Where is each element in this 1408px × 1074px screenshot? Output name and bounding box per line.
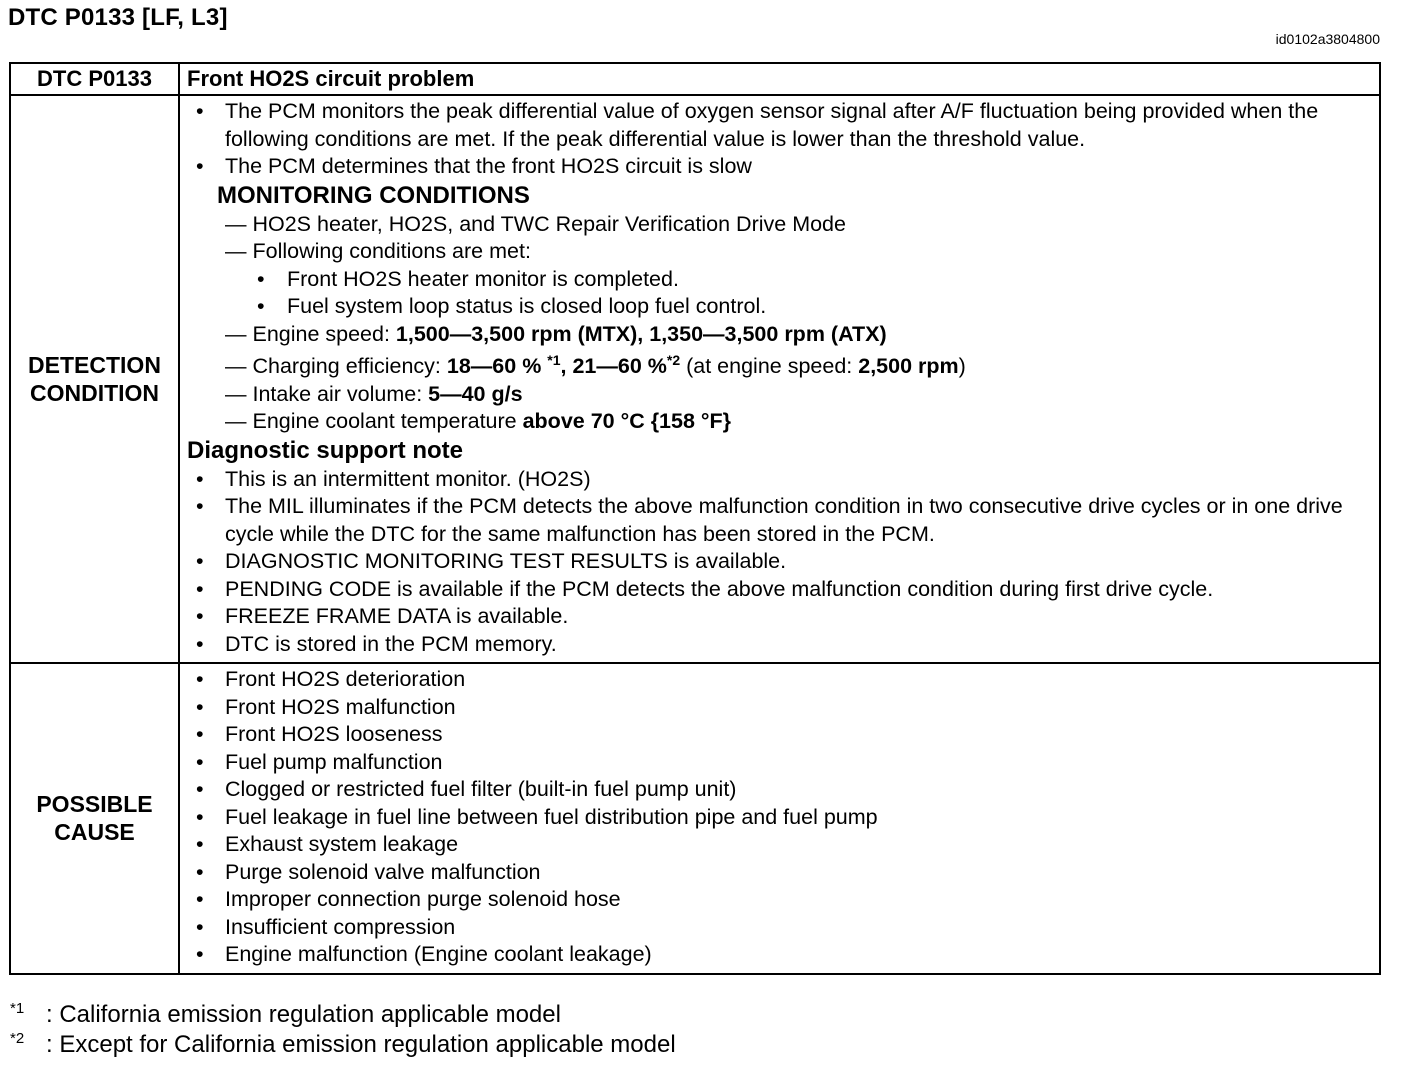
coolant-temp-line [187,408,1369,436]
list-item: • The PCM determines that the front HO2S circuit is slow [187,153,1369,181]
list-item: • Clogged or restricted fuel filter (built-in fuel pump unit) [187,776,1369,804]
diagnostic-support-heading: Diagnostic support note [187,436,463,464]
possible-cause-row [10,663,1380,974]
list-item: • DTC is stored in the PCM memory. [187,631,1369,659]
charging-value-2: , 21—60 % [560,354,667,378]
charging-efficiency-line [187,353,1369,381]
list-item: • DIAGNOSTIC MONITORING TEST RESULTS is available. [187,548,1369,576]
sub-condition-list [187,266,1369,321]
possible-cause-label [10,663,179,974]
charging-value-1: 18—60 % [446,354,548,378]
list-item: • PENDING CODE is available if the PCM detects the above malfunction condition during first drive cycle. [187,576,1369,604]
footnote-ref-1: *1 [547,351,561,368]
list-item: • Fuel system loop status is closed loop fuel control. [187,293,1369,321]
footnote-mark-1: *1 [10,1000,25,1017]
intake-air-line [187,381,1369,409]
footnote-text-2: : Except for California emission regulation applicable model [46,1031,676,1058]
footnote-ref-2: *2 [666,351,681,368]
footnote-1 [10,1000,676,1030]
list-item: • Engine malfunction (Engine coolant leakage) [187,941,1369,969]
list-item: • Front HO2S heater monitor is completed. [187,266,1369,294]
list-item: • Fuel leakage in fuel line between fuel distribution pipe and fuel pump [187,804,1369,832]
list-item: • Front HO2S looseness [187,721,1369,749]
intake-value: 5—40 g/s [428,381,523,406]
dtc-description-cell: Front HO2S circuit problem [179,63,1380,95]
footnotes [10,1000,676,1060]
charging-rpm: 2,500 rpm [858,354,959,378]
intake-label: — Intake air volume: [225,381,429,406]
cause-label-line1: POSSIBLE [36,791,153,818]
cause-label-line2: CAUSE [54,819,135,846]
detection-label-line2: CONDITION [29,380,160,406]
engine-speed-value: 1,500—3,500 rpm (MTX), 1,350—3,500 rpm (ATX) [395,321,887,346]
detection-label-line1: DETECTION [28,352,161,378]
coolant-value: above 70 °C {158 °F} [522,409,732,433]
drive-mode-line: — HO2S heater, HO2S, and TWC Repair Verification Drive Mode [225,211,846,236]
page-title: DTC P0133 [LF, L3] [8,4,228,31]
engine-speed-label: — Engine speed: [225,321,396,346]
list-item: • Fuel pump malfunction [187,749,1369,777]
diagnostic-notes-list [187,466,1369,659]
list-item: • Front HO2S malfunction [187,694,1369,722]
charging-label: — Charging efficiency: [225,354,447,378]
list-item: • This is an intermittent monitor. (HO2S) [187,466,1369,494]
document-id: id0102a3804800 [1275,31,1380,47]
following-conditions-line: — Following conditions are met: [225,239,531,263]
monitoring-conditions-heading: MONITORING CONDITIONS [217,181,530,209]
list-item: • Insufficient compression [187,914,1369,942]
footnote-text-1: : California emission regulation applicable model [46,1001,561,1028]
dtc-table [9,62,1381,975]
engine-speed-line [187,321,1369,349]
list-item: • FREEZE FRAME DATA is available. [187,603,1369,631]
footnote-2 [10,1030,676,1060]
detection-condition-row [10,95,1380,663]
detection-condition-content [179,95,1380,663]
detection-bullets [187,98,1369,181]
list-item: • Front HO2S deterioration [187,666,1369,694]
coolant-label: — Engine coolant temperature [225,409,523,433]
possible-cause-list [187,666,1369,969]
charging-end: ) [958,354,966,378]
list-item: • Exhaust system leakage [187,831,1369,859]
possible-cause-content [179,663,1380,974]
charging-mid: (at engine speed: [680,354,859,378]
list-item: • Improper connection purge solenoid hose [187,886,1369,914]
list-item: • The MIL illuminates if the PCM detects the above malfunction condition in two consecutive drive cycles or in one drive cycle while the DTC for the same malfunction has been stored in the PCM. [187,493,1369,548]
dtc-code-cell: DTC P0133 [10,63,179,95]
list-item: • The PCM monitors the peak differential value of oxygen sensor signal after A/F fluctuation being provided when the following conditions are met. If the peak differential value is lower than the threshold value. [187,98,1369,153]
detection-condition-label [10,95,179,663]
table-header-row [10,63,1380,95]
list-item: • Purge solenoid valve malfunction [187,859,1369,887]
footnote-mark-2: *2 [10,1030,25,1047]
